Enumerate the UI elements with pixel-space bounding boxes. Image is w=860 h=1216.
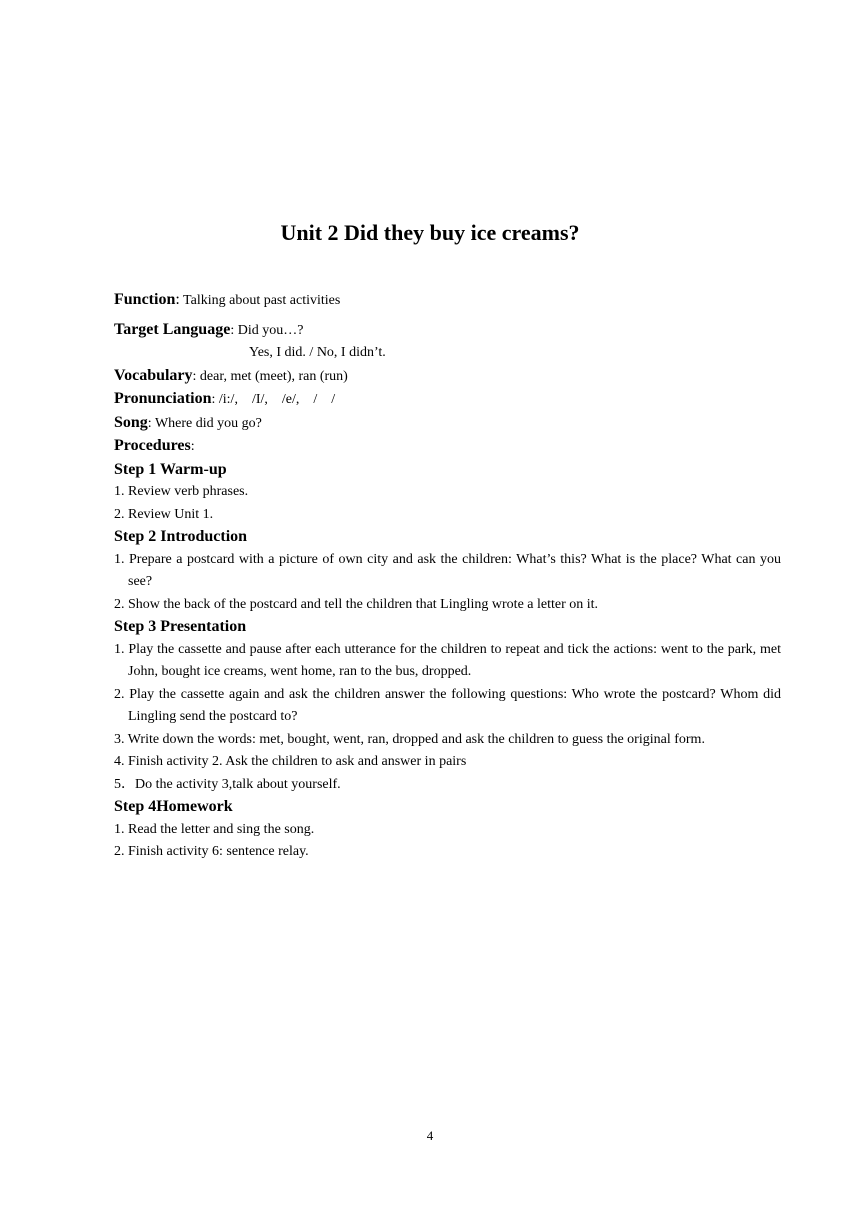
song-value: Where did you go? xyxy=(154,415,262,431)
step-1-heading: Step 1 Warm-up xyxy=(114,460,227,478)
lesson-plan-body xyxy=(114,289,781,864)
pronunciation-line xyxy=(114,388,781,412)
step-3-heading: Step 3 Presentation xyxy=(114,618,247,635)
page-number: 4 xyxy=(426,1128,434,1143)
step-1-item: 1. Review verb phrases. xyxy=(114,484,249,499)
page-title: Unit 2 Did they buy ice creams? xyxy=(280,220,580,245)
step-1-item: 2. Review Unit 1. xyxy=(114,506,214,522)
function-label: Function xyxy=(114,291,176,308)
step-4-heading: Step 4Homework xyxy=(114,798,233,815)
target-language-answer: Yes, I did. / No, I didn’t. xyxy=(249,345,386,360)
step-3-item: 5．Do the activity 3,talk about yourself. xyxy=(114,776,341,792)
function-value: Talking about past activities xyxy=(179,293,341,308)
step-4-item: 2. Finish activity 6: sentence relay. xyxy=(114,844,309,859)
pronunciation-sep: : xyxy=(211,392,219,407)
function-sep: : xyxy=(175,291,180,308)
target-language-sep: : xyxy=(230,322,238,338)
step-3-item: 3. Write down the words: met, bought, went, ran, dropped and ask the children to guess the original form. xyxy=(114,731,705,747)
procedures-sep: : xyxy=(190,439,195,454)
step-3-item: 1. Play the cassette and pause after each utterance for the children to repeat and tick the actions: went to the park, met John, bought ice creams, went home, ran to the bus, dropped. xyxy=(114,641,781,679)
procedures-label: Procedures xyxy=(114,437,191,454)
step-3-item: 2. Play the cassette again and ask the children answer the following questions: Who wrote the postcard? Whom did Lingling send the postcard to? xyxy=(114,686,781,724)
step-2-heading: Step 2 Introduction xyxy=(114,528,248,545)
song-label: Song xyxy=(114,413,148,431)
function-line xyxy=(114,289,781,313)
target-language-line xyxy=(114,319,781,343)
pronunciation-label: Pronunciation xyxy=(114,390,212,407)
step-4-item: 1. Read the letter and sing the song. xyxy=(114,821,315,837)
step-3-item: 4. Finish activity 2. Ask the children to ask and answer in pairs xyxy=(114,754,467,769)
vocabulary-sep: : xyxy=(192,368,200,384)
pronunciation-value: /i:/, /I/, /e/, / / xyxy=(218,392,336,407)
procedures-line xyxy=(114,435,781,459)
target-language-value: Did you…? xyxy=(237,322,304,338)
step-2-item: 2. Show the back of the postcard and tell the children that Lingling wrote a letter on it. xyxy=(114,596,599,612)
step-2-item: 1. Prepare a postcard with a picture of own city and ask the children: What’s this? What is the place? What can you see? xyxy=(114,551,781,589)
song-sep: : xyxy=(147,415,155,431)
song-line xyxy=(114,412,781,436)
target-language-label: Target Language xyxy=(114,320,231,338)
vocabulary-value: dear, met (meet), ran (run) xyxy=(199,368,348,384)
vocabulary-line xyxy=(114,365,781,389)
vocabulary-label: Vocabulary xyxy=(114,366,193,384)
